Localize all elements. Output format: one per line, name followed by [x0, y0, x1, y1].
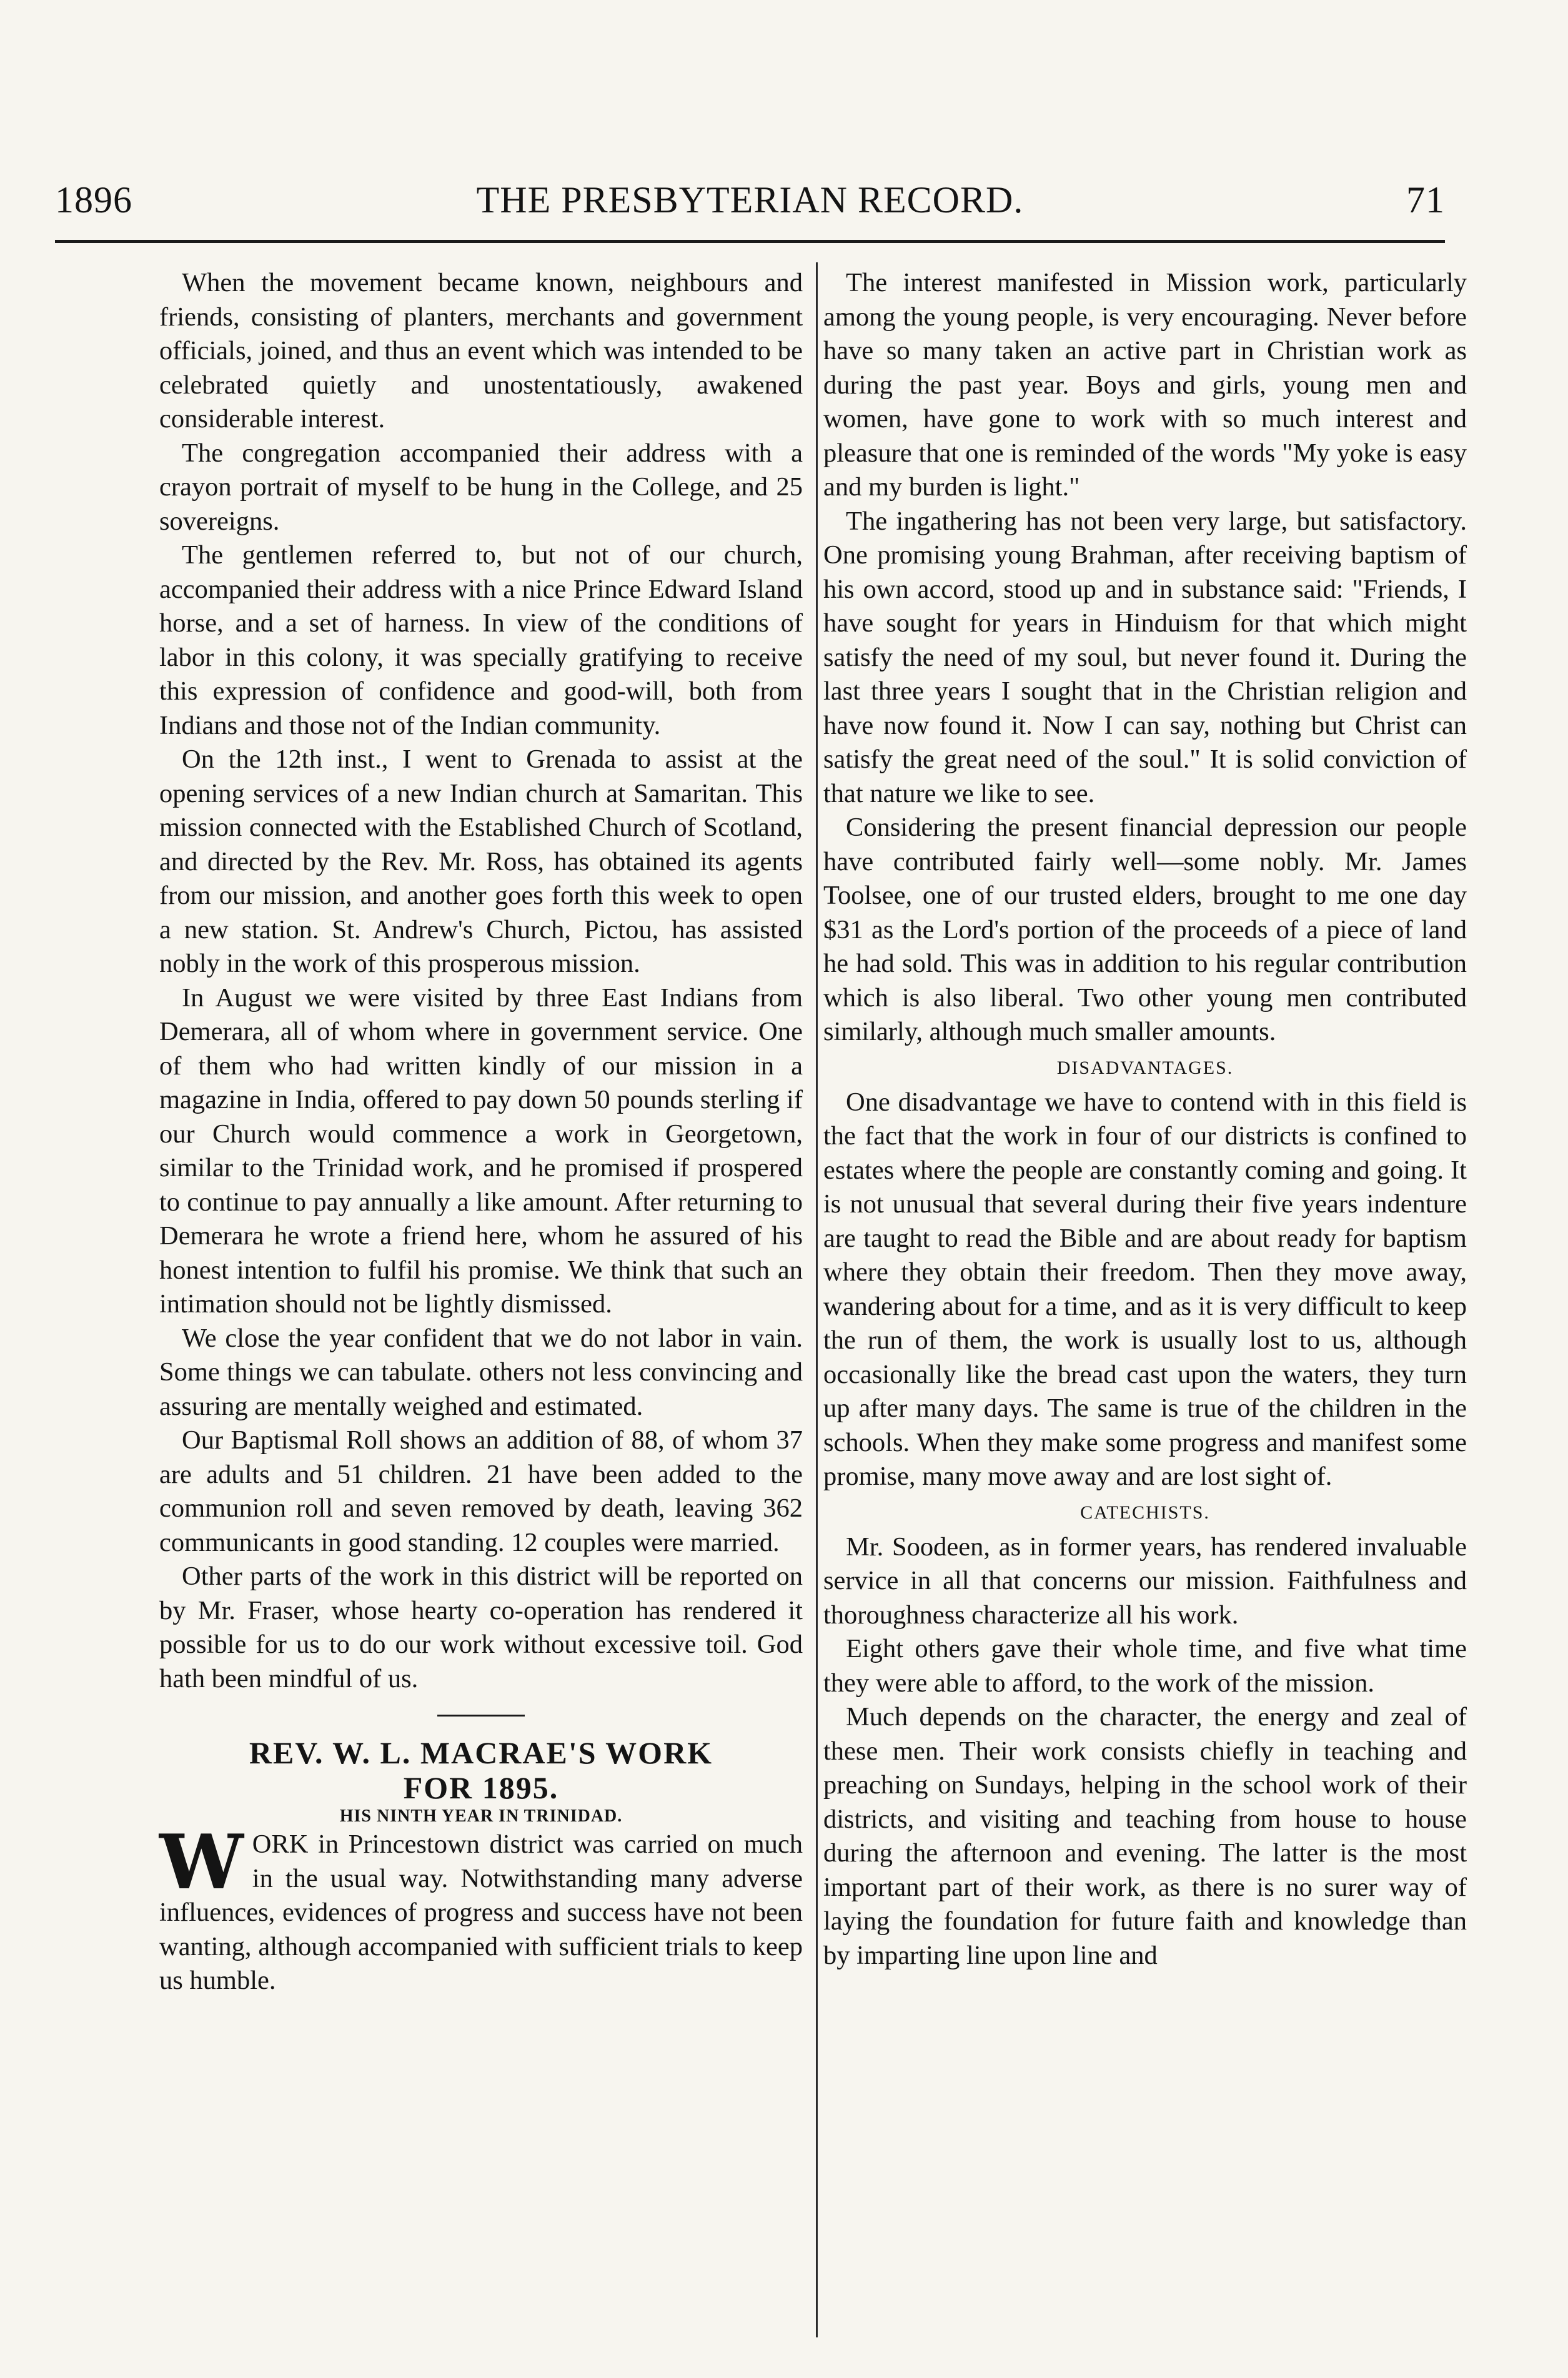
right-column	[823, 266, 1467, 1973]
paragraph: Eight others gave their whole time, and five what time they were able to afford, to the work of the mission.	[823, 1634, 1467, 1698]
paragraph: Mr. Soodeen, as in former years, has rendered invaluable service in all that concerns our mission. Faithfulness and thoroughness characterize all his work.	[823, 1532, 1467, 1630]
column-divider	[816, 262, 818, 2337]
paragraph: Our Baptismal Roll shows an addition of 88, of whom 37 are adults and 51 children. 21 have been added to the communion roll and seven removed by death, leaving 362 communicants in good standing. 12 couples were married.	[159, 1425, 803, 1557]
article-first-paragraph	[159, 1818, 803, 1998]
heading-catechists: CATECHISTS.	[1080, 1502, 1210, 1523]
article-subtitle: HIS NINTH YEAR IN TRINIDAD.	[339, 1806, 623, 1826]
paragraph: When the movement became known, neighbours and friends, consisting of planters, merchants and government officials, joined, and thus an event which was intended to be celebrated quietly and unostentatiously, awakened considerable interest.	[159, 268, 803, 433]
article-first-paragraph-text: ORK in Princestown district was carried on much in the usual way. Notwithstanding many adverse influences, evidences of progress and success have not been wanting, although accompanied with sufficient trials to keep us humble.	[159, 1830, 803, 1995]
article-heading	[159, 1735, 803, 1828]
header-title: THE PRESBYTERIAN RECORD.	[476, 179, 1024, 220]
section-rule	[437, 1715, 525, 1717]
heading-disadvantages: DISADVANTAGES.	[1056, 1057, 1234, 1078]
paragraph: On the 12th inst., I went to Grenada to assist at the opening services of a new Indian church at Samaritan. This mission connected with the Established Church of Scotland, and directed by the Rev. Mr. Ross, has obtained its agents from our mission, and another goes forth this week to open a new station. St. Andrew's Church, Pictou, has assisted nobly in the work of this prosperous mission.	[159, 745, 803, 978]
paragraph: The gentlemen referred to, but not of our church, accompanied their address with a nice Prince Edward Island horse, and a set of harness. In view of the conditions of labor in this colony, it was specially gratifying to receive this expression of confidence and good-will, both from Indians and those not of the Indian community.	[159, 540, 803, 740]
paragraph: In August we were visited by three East Indians from Demerara, all of whom where in government service. One of them who had written kindly of our mission in a magazine in India, offered to pay down 50 pounds sterling if our Church would commence a work in Georgetown, similar to the Trinidad work, and he promised if prospered to continue to pay annually a like amount. After returning to Demerara he wrote a friend here, whom he assured of his honest intention to fulfil his promise. We think that such an intimation should not be lightly dismissed.	[159, 983, 803, 1319]
paragraph: We close the year confident that we do not labor in vain. Some things we can tabulate. others not less convincing and assuring are mentally weighed and estimated.	[159, 1323, 803, 1421]
header-page-number: 71	[1406, 179, 1445, 220]
article-title-line-1: REV. W. L. MACRAE'S WORK	[249, 1735, 713, 1770]
left-column	[159, 266, 803, 1998]
paragraph: Much depends on the character, the energy and zeal of these men. Their work consists chiefly in teaching and preaching on Sundays, helping in the school work of their districts, and visiting and teaching from house to house during the afternoon and evening. The latter is the most important part of their work, as there is no surer way of laying the foundation for future faith and knowledge than by imparting line upon line and	[823, 1702, 1467, 1970]
dropcap-letter: W	[159, 1818, 244, 1906]
paragraph: The ingathering has not been very large, but satisfactory. One promising young Brahman, after receiving baptism of his own accord, stood up and in substance said: "Friends, I have sought for years in Hinduism for that which might satisfy the need of my soul, but never found it. During the last three years I sought that in the Christian religion and have now found it. Now I can say, nothing but Christ can satisfy the great need of the soul." It is solid conviction of that nature we like to see.	[823, 506, 1467, 808]
paragraph: Considering the present financial depression our people have contributed fairly well—some nobly. Mr. James Toolsee, one of our trusted elders, brought to me one day $31 as the Lord's portion of the proceeds of a piece of land he had sold. This was in addition to his regular contribution which is also liberal. Two other young men contributed similarly, although much smaller amounts.	[823, 813, 1467, 1046]
article-title-line-2: FOR 1895.	[403, 1770, 559, 1805]
paragraph: The interest manifested in Mission work, particularly among the young people, is very encouraging. Never before have so many taken an active part in Christian work as during the past year. Boys and girls, young men and women, have gone to work with so much interest and pleasure that one is reminded of the words "My yoke is easy and my burden is light."	[823, 268, 1467, 502]
paragraph: The congregation accompanied their address with a crayon portrait of myself to be hung in the College, and 25 sovereigns.	[159, 438, 803, 536]
header-year: 1896	[55, 179, 132, 220]
paragraph: One disadvantage we have to contend with in this field is the fact that the work in four of our districts is confined to estates where the people are constantly coming and going. It is not unusual that several during their five years indenture are taught to read the Bible and are about ready for baptism where they obtain their freedom. Then they move away, wandering about for a time, and as it is very difficult to keep the run of them, the work is usually lost to us, although occasionally like the bread cast upon the waters, they turn up after many days. The same is true of the children in the schools. When they make some progress and manifest some promise, many move away and are lost sight of.	[823, 1087, 1467, 1491]
page-header	[55, 179, 1445, 229]
header-rule	[55, 240, 1445, 243]
paragraph: Other parts of the work in this district will be reported on by Mr. Fraser, whose hearty co-operation has rendered it possible for us to do our work without excessive toil. God hath been mindful of us.	[159, 1562, 803, 1693]
